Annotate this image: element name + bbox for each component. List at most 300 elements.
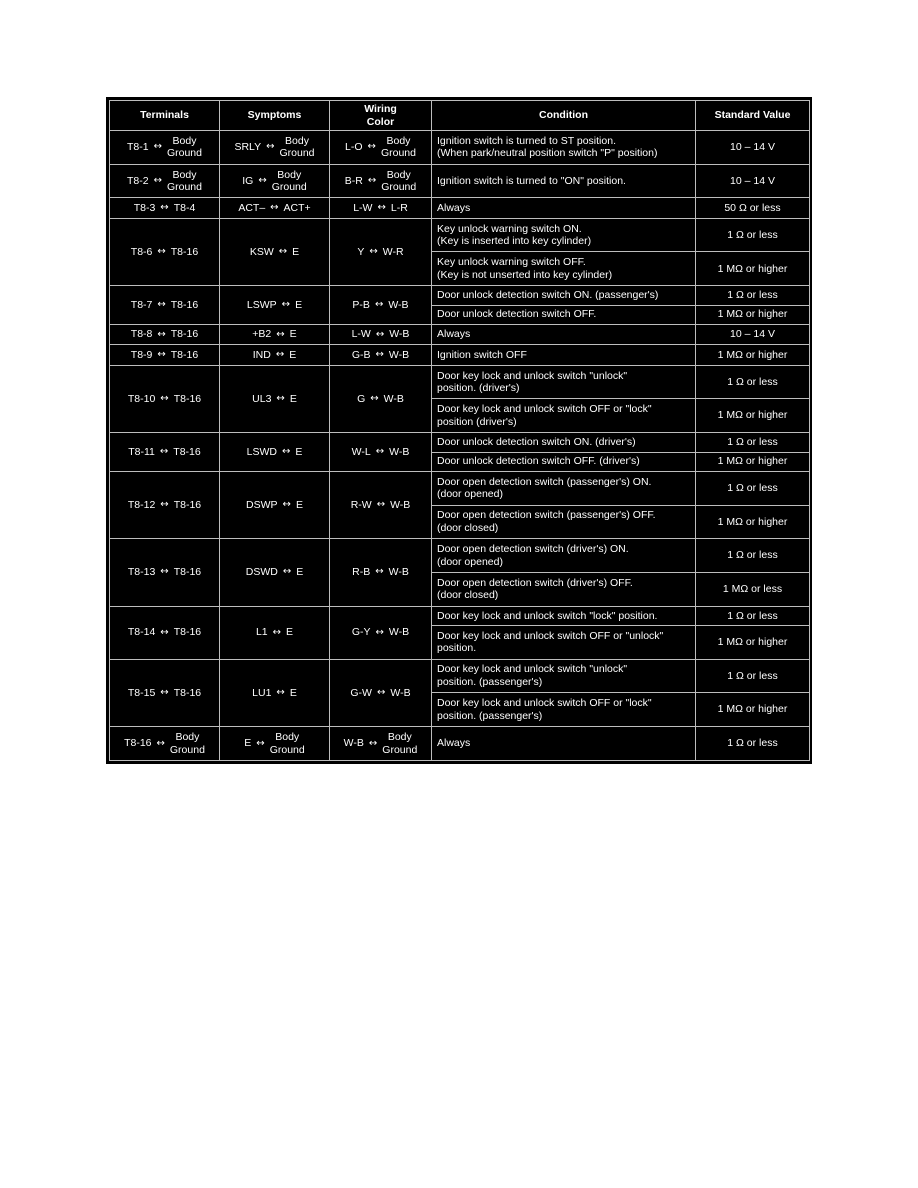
condition-cell bbox=[432, 626, 696, 660]
bidirectional-arrow-icon: ↔ bbox=[278, 245, 288, 257]
symptom-to: ACT+ bbox=[283, 201, 311, 214]
symptom-pair bbox=[225, 731, 324, 755]
terminal-pair bbox=[115, 135, 214, 159]
wiring-cell bbox=[330, 198, 432, 218]
symptom-to: E bbox=[295, 298, 303, 311]
symptom-pair bbox=[225, 626, 324, 639]
standard-value-cell: 1 MΩ or higher bbox=[696, 399, 810, 433]
wiring-pair bbox=[335, 566, 426, 579]
terminal-from: T8-6 bbox=[130, 245, 153, 258]
condition-cell bbox=[432, 659, 696, 693]
symptom-cell bbox=[220, 198, 330, 218]
wiring-from: L-O bbox=[345, 141, 363, 154]
terminal-to bbox=[167, 169, 202, 193]
symptom-pair bbox=[225, 687, 324, 700]
bidirectional-arrow-icon: ↔ bbox=[368, 737, 378, 749]
standard-value-cell: 1 Ω or less bbox=[696, 218, 810, 252]
bidirectional-arrow-icon: ↔ bbox=[160, 499, 169, 511]
terminal-from: T8-7 bbox=[130, 298, 153, 311]
condition-line1: Door key lock and unlock switch OFF or "lock" bbox=[437, 697, 652, 710]
condition-line1: Ignition switch OFF bbox=[437, 348, 527, 361]
condition-line1: Always bbox=[437, 737, 471, 750]
terminal-cell bbox=[110, 433, 220, 472]
symptom-pair bbox=[225, 446, 324, 459]
terminal-cell bbox=[110, 727, 220, 761]
symptom-from: L1 bbox=[255, 626, 268, 639]
bidirectional-arrow-icon: ↔ bbox=[376, 686, 386, 698]
bidirectional-arrow-icon: ↔ bbox=[282, 566, 292, 578]
wiring-cell bbox=[330, 324, 432, 344]
symptom-pair bbox=[225, 202, 324, 215]
bidirectional-arrow-icon: ↔ bbox=[160, 566, 169, 578]
bidirectional-arrow-icon: ↔ bbox=[159, 446, 169, 458]
terminal-to-line1: Body bbox=[172, 135, 197, 148]
table-row bbox=[110, 324, 810, 344]
table-row bbox=[110, 433, 810, 452]
terminal-to-line1: Body bbox=[175, 731, 200, 744]
header-row bbox=[110, 101, 810, 131]
bidirectional-arrow-icon: ↔ bbox=[156, 737, 165, 749]
terminal-cell bbox=[110, 218, 220, 285]
condition-cell bbox=[432, 305, 696, 324]
standard-value-cell: 1 MΩ or higher bbox=[696, 345, 810, 365]
bidirectional-arrow-icon: ↔ bbox=[375, 566, 384, 578]
bidirectional-arrow-icon: ↔ bbox=[160, 626, 169, 638]
terminal-pair bbox=[115, 169, 214, 193]
wiring-to: W-B bbox=[389, 445, 410, 458]
condition-line2: (door closed) bbox=[437, 521, 499, 534]
standard-value-cell: 1 Ω or less bbox=[696, 365, 810, 399]
standard-value-cell: 1 MΩ or higher bbox=[696, 693, 810, 727]
table-row bbox=[110, 606, 810, 625]
wiring-cell bbox=[330, 727, 432, 761]
standard-value-cell: 1 MΩ or higher bbox=[696, 626, 810, 660]
condition-line2: position. (driver's) bbox=[437, 382, 520, 395]
wiring-to: W-B bbox=[388, 348, 410, 361]
condition-cell bbox=[432, 218, 696, 252]
condition-line1: Door key lock and unlock switch OFF or "lock" bbox=[437, 403, 652, 416]
wiring-to: L-R bbox=[390, 201, 408, 214]
terminal-pair bbox=[115, 626, 214, 639]
terminal-cell bbox=[110, 345, 220, 365]
condition-line2: (Key is not unserted into key cylinder) bbox=[437, 268, 613, 281]
symptom-from: LSWP bbox=[246, 298, 277, 311]
condition-cell bbox=[432, 693, 696, 727]
bidirectional-arrow-icon: ↔ bbox=[375, 328, 385, 340]
condition-cell bbox=[432, 164, 696, 198]
terminal-to: T8-4 bbox=[173, 201, 196, 214]
terminal-to: T8-16 bbox=[173, 498, 202, 511]
terminal-to: T8-16 bbox=[170, 328, 199, 341]
condition-line1: Always bbox=[437, 328, 471, 341]
condition-cell bbox=[432, 727, 696, 761]
bidirectional-arrow-icon: ↔ bbox=[157, 299, 166, 311]
symptom-to: E bbox=[289, 686, 297, 699]
bidirectional-arrow-icon: ↔ bbox=[270, 202, 279, 214]
wiring-cell bbox=[330, 286, 432, 325]
symptom-to bbox=[280, 135, 315, 159]
wiring-to-line2: Ground bbox=[382, 743, 418, 756]
condition-line2: (door opened) bbox=[437, 488, 503, 501]
terminal-pair bbox=[115, 349, 214, 362]
symptom-pair bbox=[225, 499, 324, 512]
bidirectional-arrow-icon: ↔ bbox=[282, 499, 291, 511]
condition-cell bbox=[432, 198, 696, 218]
header-wiring-line1: Wiring bbox=[364, 102, 397, 115]
symptom-to: E bbox=[289, 392, 297, 405]
bidirectional-arrow-icon: ↔ bbox=[157, 349, 166, 361]
table-row bbox=[110, 218, 810, 252]
bidirectional-arrow-icon: ↔ bbox=[266, 141, 275, 153]
standard-value-cell: 1 MΩ or less bbox=[696, 572, 810, 606]
symptom-to-line2: Ground bbox=[279, 147, 315, 160]
symptom-from: ACT– bbox=[238, 201, 266, 214]
terminal-cell bbox=[110, 164, 220, 198]
symptom-cell bbox=[220, 218, 330, 285]
terminal-from: T8-13 bbox=[127, 566, 156, 579]
bidirectional-arrow-icon: ↔ bbox=[276, 686, 285, 698]
condition-cell bbox=[432, 606, 696, 625]
condition-line1: Always bbox=[437, 201, 471, 214]
standard-value-cell: 50 Ω or less bbox=[696, 198, 810, 218]
terminal-pair bbox=[115, 299, 214, 312]
bidirectional-arrow-icon: ↔ bbox=[153, 175, 162, 187]
terminal-pair bbox=[115, 246, 214, 259]
standard-value-cell: 1 MΩ or higher bbox=[696, 452, 810, 471]
symptom-cell bbox=[220, 345, 330, 365]
symptom-to-line1: Body bbox=[275, 731, 300, 744]
terminal-from: T8-9 bbox=[130, 348, 153, 361]
wiring-pair bbox=[335, 169, 426, 193]
symptom-from: LU1 bbox=[252, 686, 272, 699]
bidirectional-arrow-icon: ↔ bbox=[160, 686, 169, 698]
condition-line1: Door open detection switch (driver's) ON. bbox=[437, 543, 629, 556]
bidirectional-arrow-icon: ↔ bbox=[157, 328, 166, 340]
wiring-from: G-W bbox=[350, 686, 372, 699]
terminal-from: T8-14 bbox=[127, 626, 156, 639]
bidirectional-arrow-icon: ↔ bbox=[258, 175, 267, 187]
bidirectional-arrow-icon: ↔ bbox=[276, 328, 285, 340]
terminal-from: T8-2 bbox=[126, 174, 149, 187]
condition-cell bbox=[432, 399, 696, 433]
condition-cell bbox=[432, 365, 696, 399]
terminal-cell bbox=[110, 539, 220, 606]
bidirectional-arrow-icon: ↔ bbox=[375, 446, 385, 458]
wiring-from: R-B bbox=[352, 566, 371, 579]
condition-line2: (When park/neutral position switch "P" position) bbox=[437, 147, 658, 160]
wiring-from: L-W bbox=[353, 201, 373, 214]
table-row bbox=[110, 471, 810, 505]
bidirectional-arrow-icon: ↔ bbox=[377, 202, 386, 214]
symptom-from: SRLY bbox=[234, 141, 262, 154]
terminal-pair bbox=[115, 446, 214, 459]
symptom-to: E bbox=[289, 328, 297, 341]
terminal-from: T8-3 bbox=[133, 201, 156, 214]
bidirectional-arrow-icon: ↔ bbox=[160, 392, 169, 404]
symptom-from: E bbox=[244, 737, 252, 750]
terminal-to: T8-16 bbox=[173, 626, 202, 639]
terminal-cell bbox=[110, 659, 220, 726]
symptom-to bbox=[270, 731, 305, 755]
wiring-from: R-W bbox=[350, 498, 372, 511]
terminal-cell bbox=[110, 324, 220, 344]
condition-line1: Ignition switch is turned to "ON" position. bbox=[437, 174, 626, 187]
symptom-from: IG bbox=[242, 174, 254, 187]
header-symptoms: Symptoms bbox=[220, 101, 330, 131]
condition-line2: position (driver's) bbox=[437, 415, 517, 428]
wiring-to bbox=[381, 135, 416, 159]
standard-value-cell: 1 Ω or less bbox=[696, 606, 810, 625]
wiring-pair bbox=[335, 499, 426, 512]
standard-value-cell: 10 – 14 V bbox=[696, 164, 810, 198]
wiring-from: G-B bbox=[351, 348, 371, 361]
table-row bbox=[110, 727, 810, 761]
wiring-cell bbox=[330, 218, 432, 285]
symptom-pair bbox=[225, 299, 324, 312]
wiring-from: W-L bbox=[351, 445, 371, 458]
symptom-cell bbox=[220, 324, 330, 344]
bidirectional-arrow-icon: ↔ bbox=[374, 299, 384, 311]
bidirectional-arrow-icon: ↔ bbox=[376, 499, 386, 511]
terminal-to-line2: Ground bbox=[166, 181, 202, 194]
wiring-from: W-B bbox=[343, 737, 364, 750]
terminal-pair bbox=[115, 731, 214, 755]
symptom-cell bbox=[220, 164, 330, 198]
bidirectional-arrow-icon: ↔ bbox=[375, 349, 384, 361]
condition-line2: position. (passenger's) bbox=[437, 676, 543, 689]
wiring-to bbox=[382, 731, 417, 755]
standard-value-cell: 10 – 14 V bbox=[696, 324, 810, 344]
wiring-to: W-B bbox=[388, 566, 409, 579]
condition-cell bbox=[432, 324, 696, 344]
condition-cell bbox=[432, 539, 696, 573]
wiring-pair bbox=[335, 687, 426, 700]
wiring-from: G bbox=[357, 392, 366, 405]
table-row bbox=[110, 539, 810, 573]
wiring-to bbox=[381, 169, 416, 193]
condition-line1: Door unlock detection switch OFF. bbox=[437, 308, 597, 321]
wiring-to: W-B bbox=[390, 498, 411, 511]
bidirectional-arrow-icon: ↔ bbox=[157, 245, 166, 257]
terminal-to: T8-16 bbox=[170, 245, 199, 258]
symptom-to: E bbox=[295, 445, 303, 458]
terminal-to bbox=[167, 135, 202, 159]
symptom-to: E bbox=[296, 566, 304, 579]
terminal-spec-table bbox=[109, 100, 810, 761]
wiring-pair bbox=[335, 299, 426, 312]
symptom-cell bbox=[220, 131, 330, 165]
symptom-to: E bbox=[286, 626, 294, 639]
wiring-cell bbox=[330, 164, 432, 198]
terminal-to: T8-16 bbox=[173, 686, 202, 699]
condition-line1: Door open detection switch (driver's) OFF. bbox=[437, 576, 633, 589]
wiring-cell bbox=[330, 433, 432, 472]
condition-line2: position. (passenger's) bbox=[437, 709, 543, 722]
table-body bbox=[110, 131, 810, 761]
bidirectional-arrow-icon: ↔ bbox=[367, 141, 376, 153]
terminal-from: T8-10 bbox=[127, 392, 156, 405]
symptom-cell bbox=[220, 659, 330, 726]
wiring-pair bbox=[335, 731, 426, 755]
terminal-cell bbox=[110, 471, 220, 538]
table-row bbox=[110, 345, 810, 365]
symptom-from: DSWD bbox=[245, 566, 278, 579]
wiring-from: Y bbox=[357, 245, 365, 258]
symptom-cell bbox=[220, 433, 330, 472]
bidirectional-arrow-icon: ↔ bbox=[281, 446, 291, 458]
wiring-to-line2: Ground bbox=[380, 147, 416, 160]
standard-value-cell: 1 Ω or less bbox=[696, 727, 810, 761]
wiring-from: G-Y bbox=[351, 626, 371, 639]
symptom-to: E bbox=[295, 498, 303, 511]
symptom-cell bbox=[220, 471, 330, 538]
standard-value-cell: 1 Ω or less bbox=[696, 539, 810, 573]
wiring-cell bbox=[330, 345, 432, 365]
bidirectional-arrow-icon: ↔ bbox=[276, 392, 285, 404]
terminal-pair bbox=[115, 499, 214, 512]
condition-line1: Door unlock detection switch ON. (driver's) bbox=[437, 436, 636, 449]
symptom-pair bbox=[225, 349, 324, 362]
terminal-to: T8-16 bbox=[170, 348, 199, 361]
wiring-cell bbox=[330, 659, 432, 726]
standard-value-cell: 1 Ω or less bbox=[696, 433, 810, 452]
terminal-to: T8-16 bbox=[170, 298, 199, 311]
standard-value-cell: 1 MΩ or higher bbox=[696, 505, 810, 539]
wiring-pair bbox=[335, 246, 426, 259]
wiring-pair bbox=[335, 393, 426, 406]
symptom-to: E bbox=[289, 348, 297, 361]
bidirectional-arrow-icon: ↔ bbox=[367, 175, 377, 187]
condition-line1: Key unlock warning switch ON. bbox=[437, 222, 582, 235]
wiring-cell bbox=[330, 131, 432, 165]
symptom-pair bbox=[225, 135, 324, 159]
condition-cell bbox=[432, 131, 696, 165]
symptom-cell bbox=[220, 365, 330, 432]
symptom-pair bbox=[225, 328, 324, 341]
standard-value-cell: 1 MΩ or higher bbox=[696, 252, 810, 286]
bidirectional-arrow-icon: ↔ bbox=[375, 626, 384, 638]
condition-line1: Ignition switch is turned to ST position. bbox=[437, 134, 616, 147]
table-row bbox=[110, 131, 810, 165]
table-row bbox=[110, 164, 810, 198]
condition-line2: (Key is inserted into key cylinder) bbox=[437, 235, 592, 248]
symptom-from: +B2 bbox=[252, 328, 272, 341]
terminal-from: T8-11 bbox=[128, 445, 155, 458]
wiring-to: W-B bbox=[389, 328, 410, 341]
header-standard-value: Standard Value bbox=[696, 101, 810, 131]
terminal-to-line2: Ground bbox=[166, 147, 202, 160]
condition-cell bbox=[432, 286, 696, 305]
header-wiring-line2: Color bbox=[366, 115, 395, 128]
symptom-to-line1: Body bbox=[285, 135, 309, 148]
terminal-pair bbox=[115, 328, 214, 341]
condition-cell bbox=[432, 572, 696, 606]
wiring-pair bbox=[335, 328, 426, 341]
symptom-pair bbox=[225, 566, 324, 579]
wiring-from: L-W bbox=[351, 328, 371, 341]
wiring-to-line1: Body bbox=[386, 168, 411, 181]
terminal-to: T8-16 bbox=[173, 566, 202, 579]
wiring-to: W-R bbox=[382, 245, 404, 258]
condition-line2: (door closed) bbox=[437, 589, 499, 602]
symptom-to-line2: Ground bbox=[271, 181, 307, 194]
bidirectional-arrow-icon: ↔ bbox=[160, 202, 169, 214]
table-row bbox=[110, 365, 810, 399]
symptom-pair bbox=[225, 169, 324, 193]
symptom-cell bbox=[220, 286, 330, 325]
wiring-cell bbox=[330, 471, 432, 538]
bidirectional-arrow-icon: ↔ bbox=[272, 626, 282, 638]
symptom-from: KSW bbox=[249, 245, 274, 258]
bidirectional-arrow-icon: ↔ bbox=[369, 245, 378, 257]
symptom-cell bbox=[220, 606, 330, 659]
bidirectional-arrow-icon: ↔ bbox=[256, 737, 265, 749]
bidirectional-arrow-icon: ↔ bbox=[153, 141, 162, 153]
symptom-cell bbox=[220, 539, 330, 606]
wiring-pair bbox=[335, 446, 426, 459]
terminal-to bbox=[170, 731, 205, 755]
terminal-pair bbox=[115, 687, 214, 700]
standard-value-cell: 1 Ω or less bbox=[696, 659, 810, 693]
wiring-cell bbox=[330, 539, 432, 606]
table-row bbox=[110, 286, 810, 305]
table-row bbox=[110, 198, 810, 218]
symptom-from: LSWD bbox=[246, 445, 277, 458]
symptom-pair bbox=[225, 393, 324, 406]
condition-cell bbox=[432, 471, 696, 505]
table-row bbox=[110, 659, 810, 693]
wiring-cell bbox=[330, 606, 432, 659]
wiring-pair bbox=[335, 202, 426, 215]
spec-sheet bbox=[106, 97, 812, 764]
condition-line1: Door unlock detection switch OFF. (driver's) bbox=[437, 455, 640, 468]
terminal-to: T8-16 bbox=[173, 392, 202, 405]
symptom-to: E bbox=[292, 245, 300, 258]
symptom-from: UL3 bbox=[252, 392, 272, 405]
wiring-to-line1: Body bbox=[387, 731, 412, 744]
condition-cell bbox=[432, 345, 696, 365]
condition-line1: Door key lock and unlock switch "lock" position. bbox=[437, 609, 658, 622]
symptom-pair bbox=[225, 246, 324, 259]
terminal-cell bbox=[110, 286, 220, 325]
wiring-to: W-B bbox=[383, 392, 404, 405]
condition-line2: (door opened) bbox=[437, 555, 503, 568]
wiring-to-line1: Body bbox=[386, 135, 411, 148]
terminal-from: T8-1 bbox=[126, 141, 149, 154]
wiring-to: W-B bbox=[388, 626, 410, 639]
terminal-from: T8-8 bbox=[130, 328, 153, 341]
terminal-cell bbox=[110, 198, 220, 218]
symptom-cell bbox=[220, 727, 330, 761]
wiring-pair bbox=[335, 135, 426, 159]
terminal-from: T8-15 bbox=[127, 686, 156, 699]
symptom-to bbox=[272, 169, 307, 193]
condition-line1: Door open detection switch (passenger's) OFF. bbox=[437, 509, 656, 522]
condition-line1: Door key lock and unlock switch "unlock" bbox=[437, 663, 628, 676]
symptom-from: DSWP bbox=[246, 498, 278, 511]
condition-line2: position. bbox=[437, 642, 477, 655]
condition-line1: Key unlock warning switch OFF. bbox=[437, 256, 586, 269]
terminal-cell bbox=[110, 131, 220, 165]
condition-cell bbox=[432, 433, 696, 452]
condition-line1: Door unlock detection switch ON. (passenger's) bbox=[437, 289, 659, 302]
standard-value-cell: 1 MΩ or higher bbox=[696, 305, 810, 324]
bidirectional-arrow-icon: ↔ bbox=[281, 299, 291, 311]
standard-value-cell: 10 – 14 V bbox=[696, 131, 810, 165]
terminal-to-line2: Ground bbox=[169, 743, 205, 756]
symptom-to-line1: Body bbox=[277, 168, 302, 181]
terminal-pair bbox=[115, 393, 214, 406]
